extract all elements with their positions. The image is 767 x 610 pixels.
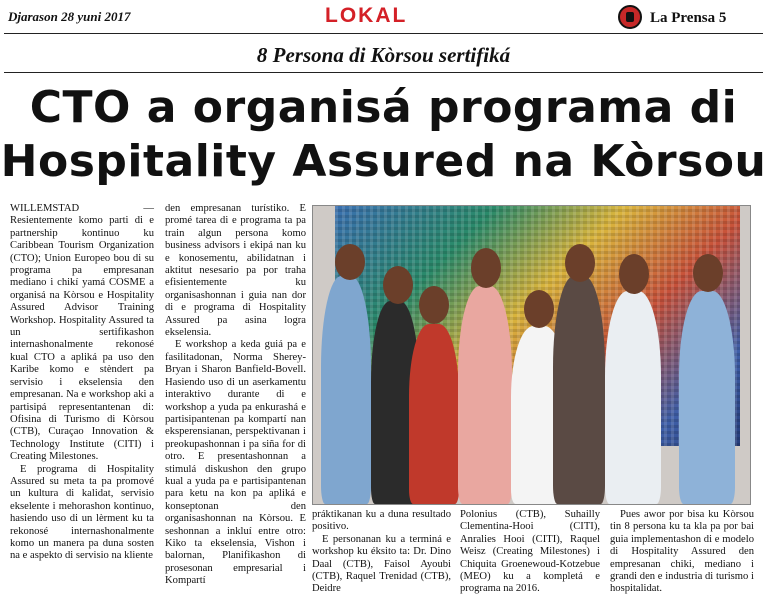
paragraph: Pues awor por bisa ku Kòrsou tin 8 persona ku ta kla pa por bai guia implementashon di e modelo di Hospitality Assured den empresanan chiki, mediano i grandi den e industria di turismo i hospitalidat. (610, 509, 754, 595)
header-divider (4, 33, 763, 34)
paragraph: E personanan ku a terminá e workshop ku éksito ta: Dr. Dino Daal (CTB), Faisol Ayoubi (CTB), Raquel Trenidad (CTB), Deidre (312, 533, 451, 595)
newspaper-logo-icon (618, 5, 642, 29)
paragraph: Polonius (CTB), Suhailly Clementina-Hooi (CITI), Anralies Hooi (CITI), Raquel Weisz (Creating Milestones) i Chiquita Groenewoud-Kotzebue (MEO) ku a kompletá e programa na 2016. (460, 509, 600, 595)
article-column-2b (312, 509, 451, 607)
headline-line-2: Hospitality Assured na Kòrsou (0, 136, 767, 187)
article-column-3 (460, 509, 600, 607)
article-column-2 (165, 203, 306, 587)
article-kicker: 8 Persona di Kòrsou sertifiká (256, 43, 511, 67)
paragraph: den empresanan turístiko. E promé tarea di e programa ta pa train algun persona komo business advisors i ekipá nan ku e konosementu, abilidatnan i aktitut nesesario pa por traha efisientemente ku organisashonnan i guia nan dor di e programa di Hospitality Assured pa asina logra ekselensia. (165, 203, 306, 339)
paper-page-label: La Prensa 5 (650, 10, 727, 26)
paragraph: WILLEMSTAD — Resientemente komo parti di e partnership kontinuo ku Caribbean Tourism Organization (CTO); Union Europeo bou di su programa pa empresanan mediano i chikí yamá COSME a organisá na Kòrsou e Hospitality Assured Advisor Training Workshop. Hospitality Assured ta un sertifikashon internashonalmente rekonosé kual CTO a apliká pa uso den Karibe komo e stèndert pa servisio i ekselensia den empresanan. Na e workshop aki a partisipá representantenan di: Ofisina di Turismo di Kòrsou (CTB), Curaçao Innovation & Technology Institute (CITI) i Creating Milestones. (10, 203, 154, 463)
section-title: LOKAL (325, 4, 408, 27)
paragraph: práktikanan ku a duna resultado positivo. (312, 509, 451, 533)
paragraph: E workshop a keda guiá pa e fasilitadonan, Norma Sherey-Bryan i Sharon Banfield-Bovell. Hasiendo uso di un aserkamentu interaktivo durante di e workshop a yuda pa enkurashá e partisipantenan pa kompartí nan eksperensianan, perspektivanan i preokupashonnan i pa siña for di otro. E presentashonnan a stimulá diskushon den grupo kual a yuda pa e partisipantenan para ketu na kon pa apliká e konseptonan den organisashonnan na Kòrsou. E seshonnan a inkluí entre otro: Kiko ta ekselensia, Vishon i balornan, Planifikashon di prosesonan empresarial i Kompartí (165, 339, 306, 587)
article-column-4 (610, 509, 754, 607)
group-photo (312, 205, 751, 505)
issue-date: Djarason 28 yuni 2017 (8, 9, 131, 24)
paragraph: E programa di Hospitality Assured su meta ta pa promové un kultura di kalidat, servisio ekselente i mehorashon kontinuo, hasiendo uso di un lèrment ku ta rekonosé internashonalmente komo un manera pa duna sosten na e aspekto di servisio na kliente (10, 463, 154, 562)
kicker-divider (4, 72, 763, 73)
article-column-1 (10, 203, 154, 605)
headline-line-1: CTO a organisá programa di (29, 82, 738, 133)
